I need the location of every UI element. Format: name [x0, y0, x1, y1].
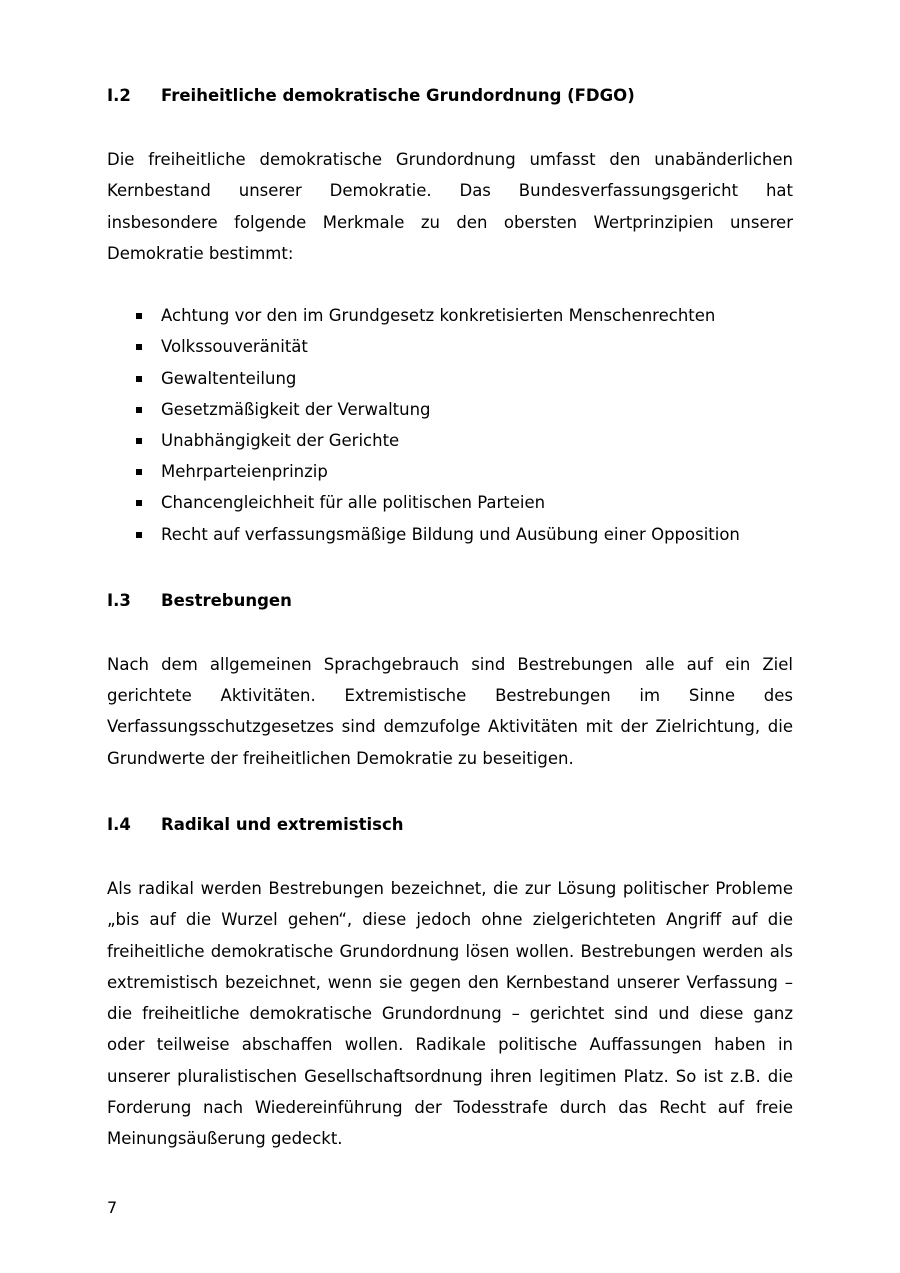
section-title: Freiheitliche demokratische Grundordnung (FDGO) — [161, 86, 635, 105]
page-content — [107, 84, 793, 1155]
section-paragraph: Die freiheitliche demokratische Grundordnung umfasst den unabänderlichen Kernbestand unserer Demokratie. Das Bundesverfassungsgericht hat insbesondere folgende Merkmale zu den obersten Wertprinzipien unserer Demokratie bestimmt: — [107, 150, 793, 263]
square-bullet-icon — [136, 344, 142, 350]
list-item: Gewaltenteilung — [107, 363, 793, 394]
section-title: Radikal und extremistisch — [161, 815, 404, 834]
square-bullet-icon — [136, 438, 142, 444]
list-item: Achtung vor den im Grundgesetz konkretisierten Menschenrechten — [107, 300, 793, 331]
section-title: Bestrebungen — [161, 590, 292, 610]
list-item: Gesetzmäßigkeit der Verwaltung — [107, 394, 793, 425]
section-number: I.4 — [107, 815, 131, 834]
section-paragraph: Nach dem allgemeinen Sprachgebrauch sind Bestrebungen alle auf ein Ziel gerichtete Aktivitäten. Extremistische Bestrebungen im Sinne des Verfassungsschutzgesetzes sind demzufolge Aktivitäten mit der Zielrichtung, die Grundwerte der freiheitlichen Demokratie zu beseitigen. — [107, 654, 793, 768]
square-bullet-icon — [136, 376, 142, 382]
list-item: Volkssouveränität — [107, 331, 793, 362]
square-bullet-icon — [136, 469, 142, 475]
fdgo-criteria-list — [107, 300, 793, 550]
section-heading-i4 — [107, 813, 793, 837]
section-heading-i3 — [107, 589, 793, 613]
section-number: I.2 — [107, 86, 131, 105]
list-item: Recht auf verfassungsmäßige Bildung und Ausübung einer Opposition — [107, 519, 793, 550]
square-bullet-icon — [136, 532, 142, 538]
list-item: Chancengleichheit für alle politischen Parteien — [107, 487, 793, 518]
page-number: 7 — [107, 1198, 118, 1217]
square-bullet-icon — [136, 313, 142, 319]
section-paragraph: Als radikal werden Bestrebungen bezeichnet, die zur Lösung politischer Probleme „bis auf die Wurzel gehen“, diese jedoch ohne zielgerichteten Angriff auf die freiheitliche demokratische Grundordnung lösen wollen. Bestrebungen werden als extremistisch bezeichnet, wenn sie gegen den Kernbestand unserer Verfassung – die freiheitliche demokratische Grundordnung – gerichtet sind und diese ganz oder teilweise abschaffen wollen. Radikale politische Auffassungen haben in unserer pluralistischen Gesellschaftsordnung ihren legitimen Platz. So ist z.B. die Forderung nach Wiedereinführung der Todesstrafe durch das Recht auf freie Meinungsäußerung gedeckt. — [107, 879, 793, 1149]
square-bullet-icon — [136, 500, 142, 506]
list-item: Unabhängigkeit der Gerichte — [107, 425, 793, 456]
section-heading-i2 — [107, 84, 793, 108]
square-bullet-icon — [136, 407, 142, 413]
list-item: Mehrparteienprinzip — [107, 456, 793, 487]
section-number: I.3 — [107, 590, 131, 610]
